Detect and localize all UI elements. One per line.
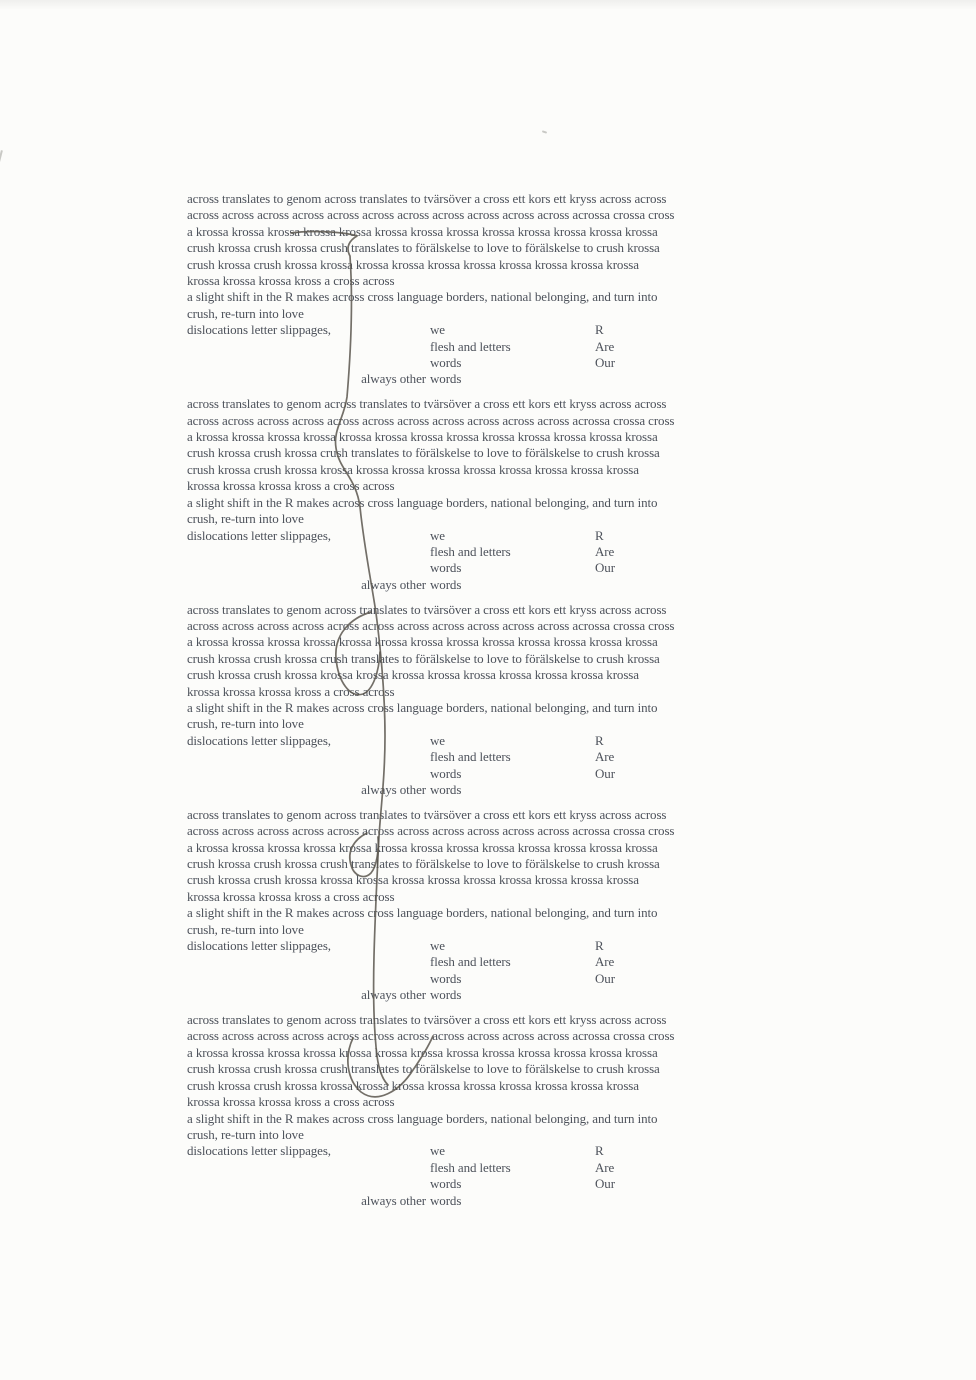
column-row: [187, 954, 827, 970]
stanza-line: crush krossa crush krossa crush translates to förälskelse to love to förälskelse to crush krossa: [187, 445, 660, 461]
right-column-text: Our: [595, 355, 615, 371]
right-column-text: Our: [595, 970, 615, 986]
stanza-line: a slight shift in the R makes across cross language borders, national belonging, and turn into: [187, 905, 658, 921]
left-column-text: always other: [361, 371, 426, 387]
right-column-text: Our: [595, 560, 615, 576]
right-column-text: Are: [595, 954, 615, 970]
stanza-line: crush krossa crush krossa krossa krossa krossa krossa krossa krossa krossa krossa krossa: [187, 667, 639, 683]
stanza-line: crush krossa crush krossa krossa krossa krossa krossa krossa krossa krossa krossa krossa: [187, 872, 639, 888]
left-column-text: [187, 749, 430, 765]
column-row: [187, 355, 827, 371]
stanza-line: a krossa krossa krossa krossa krossa krossa krossa krossa krossa krossa krossa krossa krossa: [187, 429, 658, 445]
right-column-text: Are: [595, 1159, 615, 1175]
left-column-text: always other: [361, 576, 426, 592]
middle-column-text: flesh and letters: [430, 543, 511, 559]
stanza-line: a slight shift in the R makes across cross language borders, national belonging, and turn into: [187, 1110, 658, 1126]
stanza-line: crush krossa crush krossa krossa krossa krossa krossa krossa krossa krossa krossa krossa: [187, 256, 639, 272]
left-column-text: dislocations letter slippages,: [187, 938, 331, 954]
column-row: [187, 1160, 827, 1176]
stanza-line: across across across across across across across across across across across acrossa crossa cross: [187, 207, 675, 223]
stanza-line: crush krossa crush krossa crush translates to förälskelse to love to förälskelse to crush krossa: [187, 1061, 660, 1077]
stanza-line: crush, re-turn into love: [187, 921, 304, 937]
left-column-text: always other: [361, 782, 426, 797]
stanza-line: across across across across across across across across across across across acrossa crossa cross: [187, 617, 675, 633]
stanza-line: crush krossa crush krossa krossa krossa krossa krossa krossa krossa krossa krossa krossa: [187, 461, 639, 477]
right-column-text: [595, 1193, 827, 1209]
right-column-text: R: [595, 527, 604, 543]
column-row: [187, 971, 827, 987]
stanza-line: crush, re-turn into love: [187, 716, 304, 732]
stanza-line: across translates to genom across translates to tvärsöver a cross ett kors ett kryss across across: [187, 601, 667, 617]
middle-column-text: words: [430, 1192, 462, 1208]
stanza-line: crush krossa crush krossa crush translates to förälskelse to love to förälskelse to crush krossa: [187, 240, 660, 256]
right-column-text: R: [595, 732, 604, 748]
left-column-text: dislocations letter slippages,: [187, 322, 331, 338]
column-row: [187, 782, 827, 798]
column-row: [187, 733, 827, 749]
middle-column-text: flesh and letters: [430, 749, 511, 765]
left-column-text: [187, 1160, 430, 1176]
scan-speck: [542, 130, 547, 133]
right-column-text: Are: [595, 749, 615, 765]
left-column-text: [187, 1176, 430, 1192]
stanza-line: a slight shift in the R makes across cross language borders, national belonging, and turn into: [187, 289, 658, 305]
right-column-text: R: [595, 322, 604, 338]
stanza-line: krossa krossa krossa kross a cross across: [187, 683, 395, 699]
right-column-text: R: [595, 1143, 604, 1159]
column-row: [187, 749, 827, 765]
left-column-text: [187, 954, 430, 970]
middle-column-text: words: [430, 576, 462, 592]
right-column-text: R: [595, 938, 604, 954]
left-column-text: always other: [361, 987, 426, 1003]
middle-column-text: flesh and letters: [430, 954, 511, 970]
stanza-line: crush, re-turn into love: [187, 511, 304, 527]
middle-column-text: flesh and letters: [430, 338, 511, 354]
right-column-text: [595, 782, 827, 798]
right-column-text: Are: [595, 338, 615, 354]
poem-stanza: [187, 396, 827, 593]
stanza-line: across across across across across across across across across across across acrossa crossa cross: [187, 412, 675, 428]
stanza-line: across translates to genom across translates to tvärsöver a cross ett kors ett kryss across across: [187, 806, 667, 822]
column-row: [187, 766, 827, 782]
column-row: [187, 577, 827, 593]
left-column-text: always other: [361, 1192, 426, 1208]
left-column-text: [187, 544, 430, 560]
scan-edge-shading: [0, 0, 976, 10]
stanza-line: krossa krossa krossa kross a cross across: [187, 273, 395, 289]
stanza-line: across translates to genom across translates to tvärsöver a cross ett kors ett kryss across across: [187, 1012, 667, 1028]
left-column-text: [187, 560, 430, 576]
stanza-line: a slight shift in the R makes across cross language borders, national belonging, and turn into: [187, 699, 658, 715]
stanza-line: crush, re-turn into love: [187, 1126, 304, 1142]
left-column-text: [187, 971, 430, 987]
stanza-line: crush krossa crush krossa crush translates to förälskelse to love to förälskelse to crush krossa: [187, 856, 660, 872]
stanza-line: crush krossa crush krossa crush translates to förälskelse to love to förälskelse to crush krossa: [187, 650, 660, 666]
right-column-text: Our: [595, 1176, 615, 1192]
scan-edge-mark: [0, 150, 3, 174]
left-column-text: [187, 766, 430, 782]
column-row: [187, 339, 827, 355]
middle-column-text: flesh and letters: [430, 1159, 511, 1175]
column-row: [187, 544, 827, 560]
column-row: [187, 371, 827, 387]
right-column-text: [595, 371, 827, 387]
middle-column-text: we: [430, 732, 445, 748]
stanza-line: a krossa krossa krossa krossa krossa krossa krossa krossa krossa krossa krossa krossa krossa: [187, 839, 658, 855]
stanza-line: a slight shift in the R makes across cross language borders, national belonging, and turn into: [187, 494, 658, 510]
stanza-line: krossa krossa krossa kross a cross across: [187, 888, 395, 904]
poem-stanza: [187, 807, 827, 1004]
left-column-text: [187, 355, 430, 371]
middle-column-text: words: [430, 1176, 462, 1192]
right-column-text: [595, 577, 827, 593]
middle-column-text: words: [430, 970, 462, 986]
right-column-text: Our: [595, 765, 615, 781]
left-column-text: dislocations letter slippages,: [187, 732, 331, 748]
stanza-line: krossa krossa krossa kross a cross across: [187, 478, 395, 494]
stanza-line: across translates to genom across translates to tvärsöver a cross ett kors ett kryss across across: [187, 191, 667, 206]
poem-stanza: [187, 1012, 827, 1209]
poem-stanza: [187, 191, 827, 388]
left-column-text: dislocations letter slippages,: [187, 1143, 331, 1159]
stanza-line: across across across across across across across across across across across acrossa crossa cross: [187, 1028, 675, 1044]
poem-body: [187, 191, 827, 1217]
stanza-line: a krossa krossa krossa krossa krossa krossa krossa krossa krossa krossa krossa krossa krossa: [187, 223, 658, 239]
column-row: [187, 322, 827, 338]
stanza-line: a krossa krossa krossa krossa krossa krossa krossa krossa krossa krossa krossa krossa krossa: [187, 1044, 658, 1060]
stanza-line: crush krossa crush krossa krossa krossa krossa krossa krossa krossa krossa krossa krossa: [187, 1077, 639, 1093]
right-column-text: [595, 987, 827, 1003]
column-row: [187, 1176, 827, 1192]
stanza-line: a krossa krossa krossa krossa krossa krossa krossa krossa krossa krossa krossa krossa krossa: [187, 634, 658, 650]
stanza-line: across across across across across across across across across across across acrossa crossa cross: [187, 823, 675, 839]
middle-column-text: we: [430, 322, 445, 338]
column-row: [187, 528, 827, 544]
stanza-line: crush, re-turn into love: [187, 305, 304, 321]
middle-column-text: we: [430, 938, 445, 954]
left-column-text: dislocations letter slippages,: [187, 527, 331, 543]
middle-column-text: words: [430, 987, 462, 1003]
column-row: [187, 987, 827, 1003]
middle-column-text: words: [430, 765, 462, 781]
column-row: [187, 938, 827, 954]
stanza-line: across translates to genom across translates to tvärsöver a cross ett kors ett kryss across across: [187, 396, 667, 412]
middle-column-text: words: [430, 371, 462, 387]
column-row: [187, 1193, 827, 1209]
middle-column-text: we: [430, 527, 445, 543]
poem-stanza: [187, 602, 827, 799]
middle-column-text: words: [430, 782, 462, 797]
middle-column-text: words: [430, 355, 462, 371]
middle-column-text: we: [430, 1143, 445, 1159]
middle-column-text: words: [430, 560, 462, 576]
stanza-line: krossa krossa krossa kross a cross across: [187, 1094, 395, 1110]
column-row: [187, 1143, 827, 1159]
right-column-text: Are: [595, 543, 615, 559]
column-row: [187, 560, 827, 576]
left-column-text: [187, 339, 430, 355]
